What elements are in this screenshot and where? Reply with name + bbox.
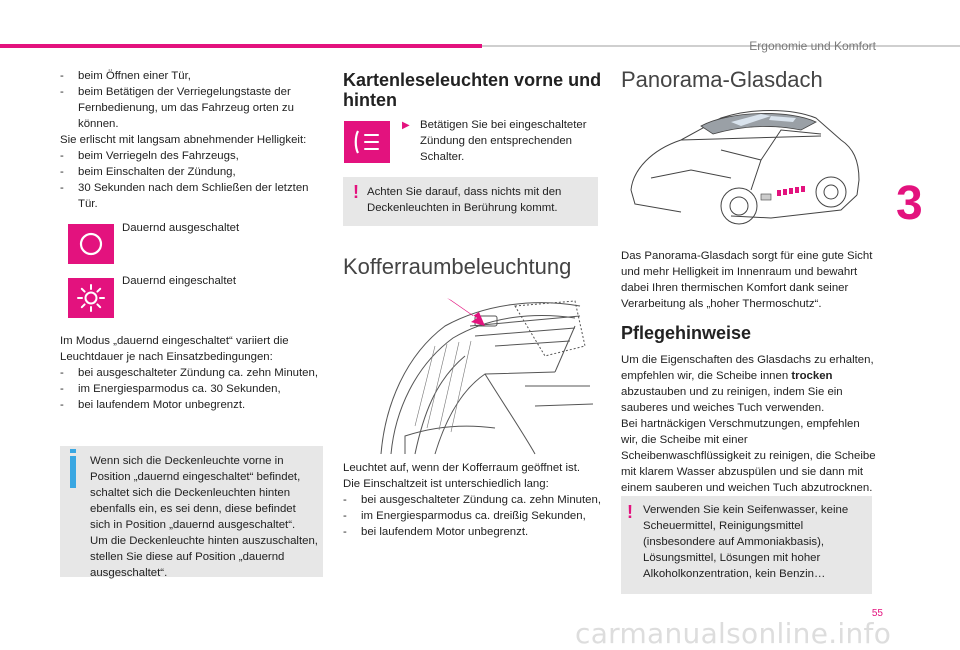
care-text-bold: trocken — [791, 370, 833, 382]
chapter-number: 3 — [896, 177, 923, 230]
trunk-illustration — [375, 286, 597, 456]
heading-panorama: Panorama-Glasdach — [621, 67, 823, 92]
care-description — [621, 352, 877, 496]
header-accent-bar — [0, 44, 482, 48]
list-item: - bei ausgeschalteter Zündung ca. zehn Minuten, — [343, 492, 603, 508]
panorama-description: Das Panorama-Glasdach sorgt für eine gute Sicht und mehr Helligkeit im Innenraum und bewahrt dabei Ihren thermischen Komfort dank seiner Verarbeitung als „hoher Thermoschutz“. — [621, 250, 873, 310]
warning-icon: ! — [353, 182, 359, 202]
list-opening-events — [60, 68, 325, 132]
warning-box-care — [621, 496, 872, 594]
watermark[interactable]: carmanualsonline.info — [575, 617, 892, 650]
mode-description — [60, 333, 328, 413]
info-box — [60, 446, 323, 577]
warning-box — [343, 177, 598, 226]
paragraph: Leuchtet auf, wenn der Kofferraum geöffnet ist. — [343, 462, 581, 474]
info-icon-dot — [70, 449, 76, 453]
header-divider — [482, 45, 960, 47]
list-off-events — [60, 148, 325, 212]
list-item: - beim Öffnen einer Tür, — [60, 68, 325, 84]
list-durations — [60, 365, 328, 413]
info-icon — [70, 456, 76, 488]
section-title: Ergonomie und Komfort — [749, 39, 876, 53]
list-item: - bei ausgeschalteter Zündung ca. zehn Minuten, — [60, 365, 328, 381]
heading-map-lights: Kartenleseleuchten vorne und hinten — [343, 70, 602, 110]
paragraph: Sie erlischt mit langsam abnehmender Helligkeit: — [60, 134, 307, 146]
paragraph: Im Modus „dauernd eingeschaltet“ variiert die Leuchtdauer je nach Einsatzbedingungen: — [60, 335, 289, 363]
map-light-instruction: Betätigen Sie bei eingeschalteter Zündung den entsprechenden Schalter. — [420, 119, 587, 163]
list-item: - bei laufendem Motor unbegrenzt. — [60, 397, 328, 413]
list-item: - im Energiesparmodus ca. 30 Sekunden, — [60, 381, 328, 397]
page-number: 55 — [871, 608, 883, 619]
care-text-b: abzustauben und zu reinigen, indem Sie ein sauberes und weiches Tuch verwenden. — [621, 386, 843, 414]
care-text-a: Um die Eigenschaften des Glasdachs zu erhalten, empfehlen wir, die Scheibe innen — [621, 354, 874, 382]
info-text: Wenn sich die Deckenleuchte vorne in Position „dauernd eingeschaltet“ befindet, schaltet sich die Deckenleuchten hinten ebenfalls ein, es sei denn, diese befindet sich in Position „dauernd ausgeschaltet“. — [90, 455, 301, 531]
heading-trunk-light: Kofferraumbeleuchtung — [343, 254, 572, 279]
map-light-switch-icon — [344, 121, 390, 163]
car-illustration — [621, 100, 867, 235]
warning-icon: ! — [627, 502, 633, 522]
warning-text: Achten Sie darauf, dass nichts mit den Deckenleuchten in Berührung kommt. — [367, 186, 562, 214]
list-item: - beim Einschalten der Zündung, — [60, 164, 325, 180]
light-off-icon — [68, 224, 114, 264]
icon-off-label: Dauernd ausgeschaltet — [122, 222, 240, 234]
list-trunk-durations — [343, 492, 603, 540]
list-item: - 30 Sekunden nach dem Schließen der letzten Tür. — [60, 180, 325, 212]
paragraph: Bei hartnäckigen Verschmutzungen, empfehlen wir, die Scheibe mit einer Scheibenwaschflüssigkeit zu reinigen, die Scheibe mit klarem Wasser abzuspülen und sie dann mit einem sauberen und weichen Tuch abzutrocknen. — [621, 418, 876, 494]
paragraph: Die Einschaltzeit ist unterschiedlich lang: — [343, 478, 549, 490]
paragraph — [621, 352, 877, 416]
list-item: - beim Betätigen der Verriegelungstaste der Fernbedienung, um das Fahrzeug orten zu können. — [60, 84, 325, 132]
heading-care: Pflegehinweise — [621, 323, 752, 343]
light-on-icon — [68, 278, 114, 318]
list-item: - beim Verriegeln des Fahrzeugs, — [60, 148, 325, 164]
list-item: - im Energiesparmodus ca. dreißig Sekunden, — [343, 508, 603, 524]
icon-on-label: Dauernd eingeschaltet — [122, 275, 236, 287]
column-1 — [60, 68, 325, 212]
arrow-bullet-icon: ▶ — [402, 120, 410, 131]
trunk-description — [343, 460, 603, 540]
list-item: - bei laufendem Motor unbegrenzt. — [343, 524, 603, 540]
info-text: Um die Deckenleuchte hinten auszuschalten, stellen Sie diese auf Position „dauernd ausgeschaltet“. — [90, 535, 318, 579]
warning-text: Verwenden Sie kein Seifenwasser, keine Scheuermittel, Reinigungsmittel (insbesondere auf Ammoniakbasis), Lösungsmittel, Lösungen mit hoher Alkoholkonzentration, kein Benzin… — [643, 504, 849, 580]
